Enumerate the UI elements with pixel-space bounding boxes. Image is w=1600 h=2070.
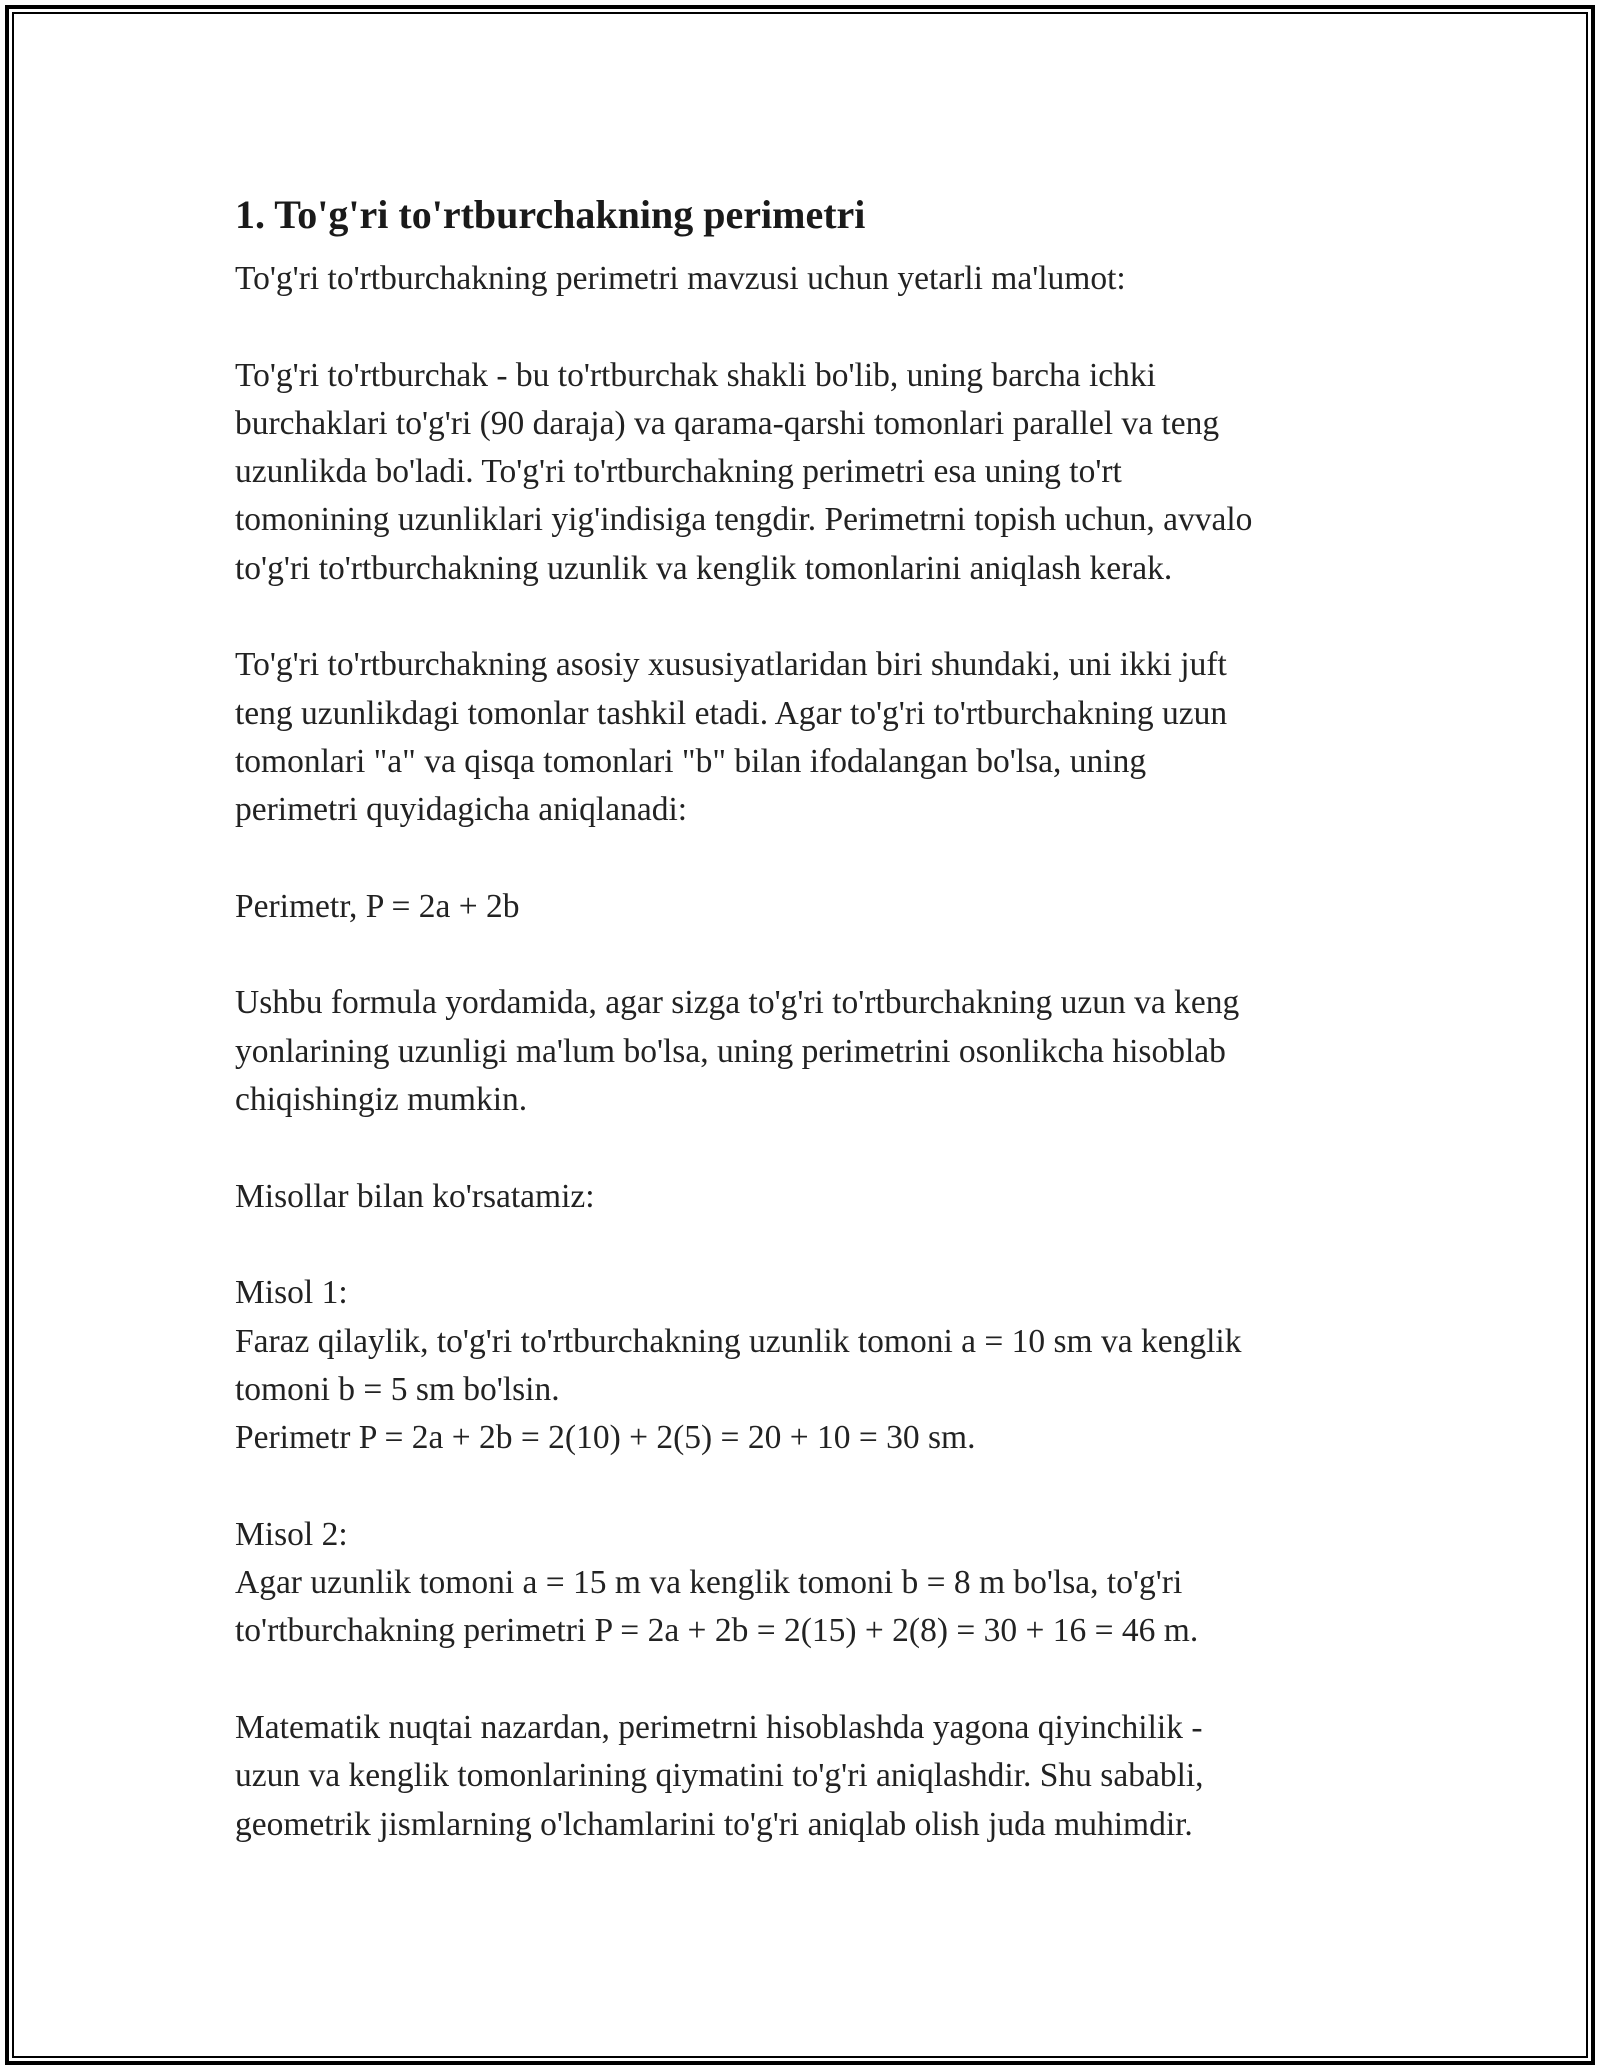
paragraph-line: To'g'ri to'rtburchakning asosiy xususiyatlaridan biri shundaki, uni ikki juft (235, 646, 1227, 684)
paragraph (235, 1704, 1365, 1849)
paragraph-line: Misol 2: (235, 1515, 348, 1553)
paragraph-line: To'g'ri to'rtburchakning perimetri mavzusi uchun yetarli ma'lumot: (235, 260, 1126, 297)
paragraph-line: Misollar bilan ko'rsatamiz: (235, 1177, 595, 1215)
paragraph-line: Agar uzunlik tomoni a = 15 m va kenglik tomoni b = 8 m bo'lsa, to'g'ri (235, 1564, 1183, 1602)
paragraph-line: Ushbu formula yordamida, agar sizga to'g'ri to'rtburchakning uzun va keng (235, 984, 1240, 1022)
paragraph-line: chiqishingiz mumkin. (235, 1081, 528, 1119)
paragraph (235, 1173, 1365, 1221)
paragraph-line: yonlarining uzunligi ma'lum bo'lsa, uning perimetrini osonlikcha hisoblab (235, 1032, 1226, 1070)
paragraph-line: Matematik nuqtai nazardan, perimetrni hisoblashda yagona qiyinchilik - (235, 1708, 1203, 1746)
document-body (235, 183, 1365, 1897)
paragraph-line: to'g'ri to'rtburchakning uzunlik va kenglik tomonlarini aniqlash kerak. (235, 549, 1173, 587)
paragraph-line: To'g'ri to'rtburchak - bu to'rtburchak shakli bo'lib, uning barcha ichki (235, 356, 1156, 394)
paragraph-line: teng uzunlikdagi tomonlar tashkil etadi. Agar to'g'ri to'rtburchakning uzun (235, 694, 1228, 732)
document-title: 1. To'g'ri to'rtburchakning perimetri (235, 192, 866, 237)
paragraph (235, 641, 1365, 834)
paragraph-line: perimetri quyidagicha aniqlanadi: (235, 791, 688, 829)
paragraph-line: Perimetr, P = 2a + 2b (235, 887, 520, 925)
paragraph (235, 1511, 1365, 1656)
paragraph-line: Misol 1: (235, 1274, 348, 1312)
paragraph-line: tomoni b = 5 sm bo'lsin. (235, 1370, 560, 1408)
paragraph-line: geometrik jismlarning o'lchamlarini to'g'ri aniqlab olish juda muhimdir. (235, 1805, 1193, 1843)
paragraph (235, 883, 1365, 931)
paragraph (235, 979, 1365, 1124)
paragraph-list (235, 255, 1365, 1849)
paragraph-line: to'rtburchakning perimetri P = 2a + 2b = 2(15) + 2(8) = 30 + 16 = 46 m. (235, 1612, 1199, 1650)
paragraph-line: uzunlikda bo'ladi. To'g'ri to'rtburchakning perimetri esa uning to'rt (235, 453, 1122, 491)
paragraph (235, 352, 1365, 593)
paragraph-line: Perimetr P = 2a + 2b = 2(10) + 2(5) = 20 + 10 = 30 sm. (235, 1419, 976, 1457)
paragraph-line: burchaklari to'g'ri (90 daraja) va qarama-qarshi tomonlari parallel va teng (235, 404, 1220, 442)
paragraph-line: uzun va kenglik tomonlarining qiymatini to'g'ri aniqlashdir. Shu sababli, (235, 1757, 1204, 1795)
paragraph-line: tomonining uzunliklari yig'indisiga tengdir. Perimetrni topish uchun, avvalo (235, 501, 1253, 539)
paragraph (235, 1269, 1365, 1462)
paragraph-line: Faraz qilaylik, to'g'ri to'rtburchakning uzunlik tomoni a = 10 sm va kenglik (235, 1322, 1242, 1360)
paragraph-line: tomonlari "a" va qisqa tomonlari "b" bilan ifodalangan bo'lsa, uning (235, 742, 1147, 780)
paragraph (235, 255, 1365, 303)
